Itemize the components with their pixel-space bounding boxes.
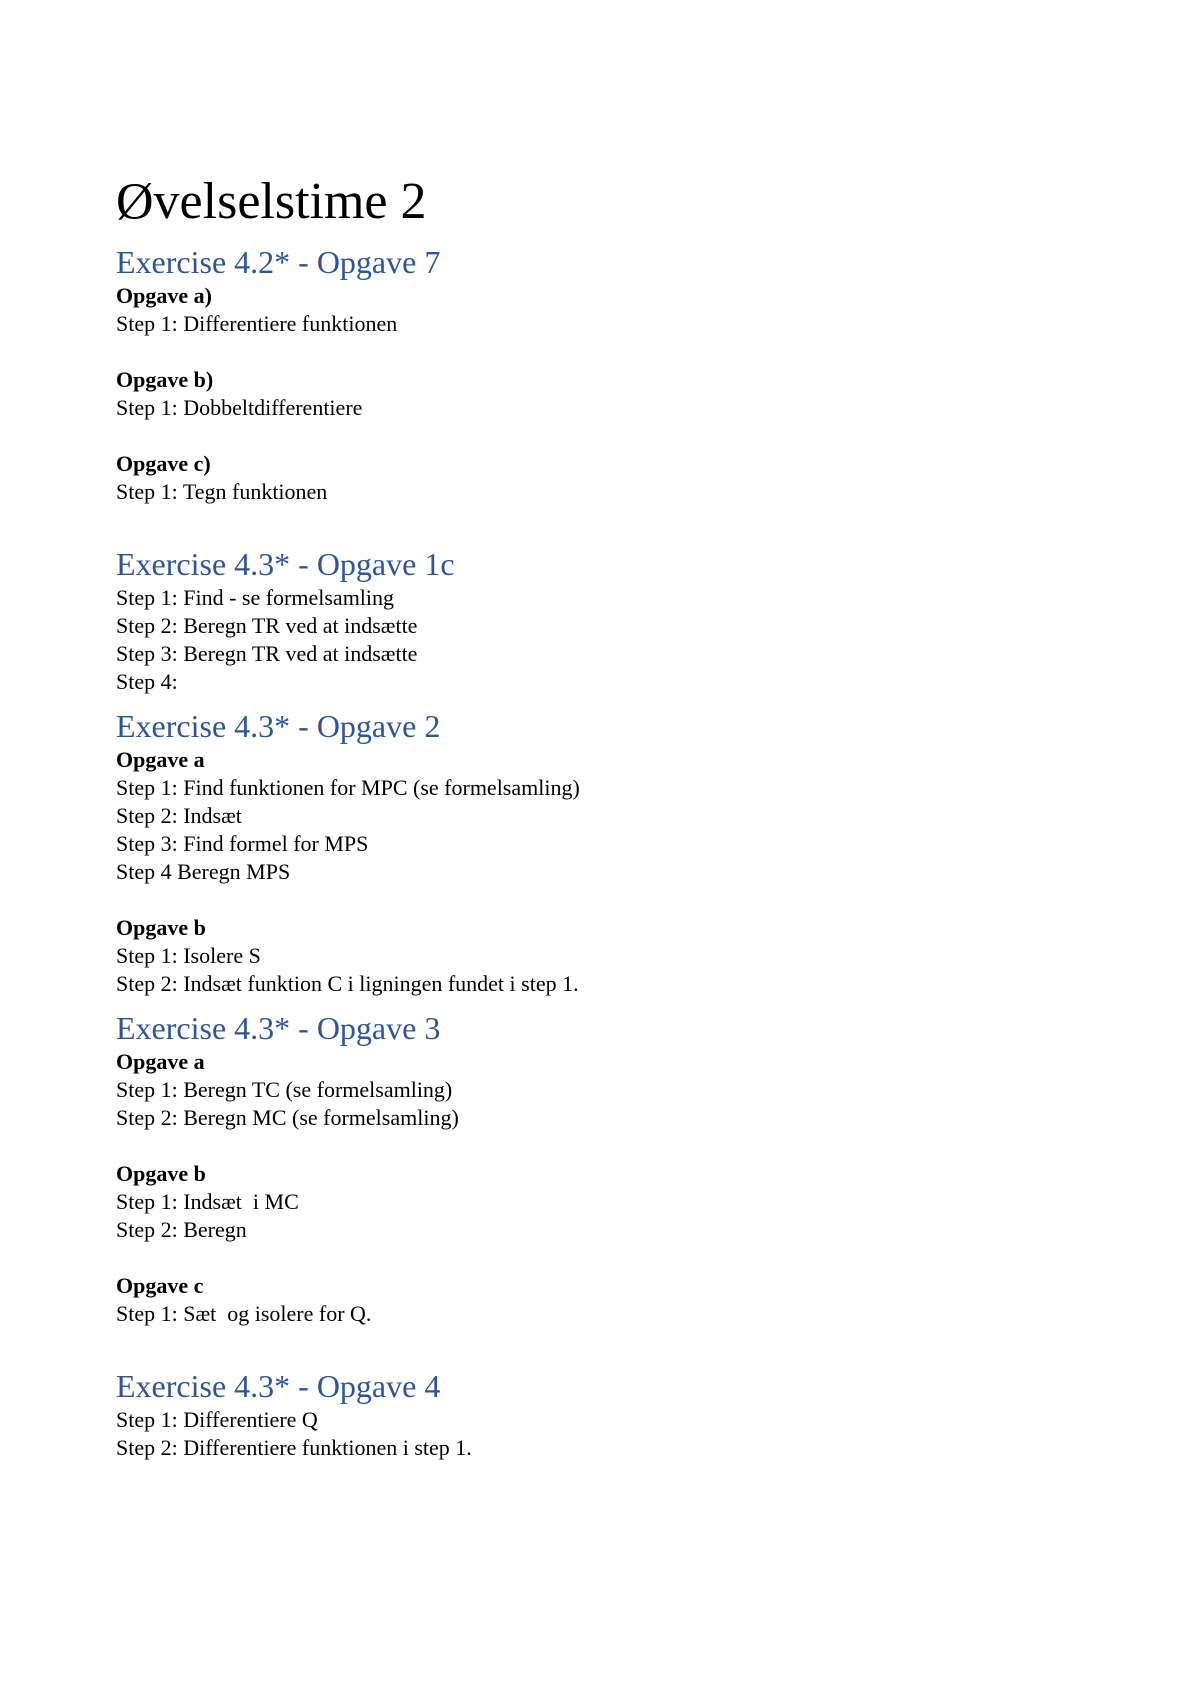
subtask-label: Opgave a xyxy=(116,1049,205,1074)
subtask-label: Opgave a) xyxy=(116,283,212,308)
step-line: Step 1: Differentiere funktionen xyxy=(116,311,398,336)
section-heading: Exercise 4.3* - Opgave 4 xyxy=(116,1368,441,1404)
subtask-label: Opgave b xyxy=(116,1161,206,1186)
step-line: Step 1: Find - se formelsamling xyxy=(116,585,395,610)
document-page xyxy=(116,172,1116,1462)
step-line: Step 4: xyxy=(116,669,178,694)
section-heading: Exercise 4.3* - Opgave 3 xyxy=(116,1010,441,1046)
section-heading: Exercise 4.3* - Opgave 1c xyxy=(116,546,455,582)
subtask-label: Opgave c xyxy=(116,1273,204,1298)
step-line: Step 1: Beregn TC (se formelsamling) xyxy=(116,1077,453,1102)
section-exercise-4-3-opgave-2 xyxy=(116,706,1116,998)
step-line: Step 2: Differentiere funktionen i step 1. xyxy=(116,1435,472,1460)
section-heading: Exercise 4.2* - Opgave 7 xyxy=(116,244,441,280)
section-exercise-4-3-opgave-4 xyxy=(116,1366,1116,1462)
step-line: Step 1: Indsæt i MC xyxy=(116,1189,299,1214)
section-exercise-4-3-opgave-3 xyxy=(116,1008,1116,1328)
step-line: Step 3: Find formel for MPS xyxy=(116,831,369,856)
step-line: Step 1: Find funktionen for MPC (se formelsamling) xyxy=(116,775,580,800)
step-line: Step 1: Sæt og isolere for Q. xyxy=(116,1301,372,1326)
step-line: Step 3: Beregn TR ved at indsætte xyxy=(116,641,418,666)
step-line: Step 2: Beregn xyxy=(116,1217,247,1242)
subtask-label: Opgave a xyxy=(116,747,205,772)
section-exercise-4-2-opgave-7 xyxy=(116,242,1116,506)
step-line: Step 2: Indsæt funktion C i ligningen fundet i step 1. xyxy=(116,971,579,996)
section-exercise-4-3-opgave-1c xyxy=(116,544,1116,696)
step-line: Step 1: Tegn funktionen xyxy=(116,479,328,504)
subtask-label: Opgave c) xyxy=(116,451,211,476)
step-line: Step 2: Indsæt xyxy=(116,803,242,828)
step-line: Step 2: Beregn TR ved at indsætte xyxy=(116,613,418,638)
document-title: Øvelselstime 2 xyxy=(116,173,427,230)
step-line: Step 1: Dobbeltdifferentiere xyxy=(116,395,363,420)
step-line: Step 2: Beregn MC (se formelsamling) xyxy=(116,1105,459,1130)
subtask-label: Opgave b xyxy=(116,915,206,940)
section-heading: Exercise 4.3* - Opgave 2 xyxy=(116,708,441,744)
step-line: Step 1: Isolere S xyxy=(116,943,261,968)
subtask-label: Opgave b) xyxy=(116,367,214,392)
step-line: Step 1: Differentiere Q xyxy=(116,1407,318,1432)
step-line: Step 4 Beregn MPS xyxy=(116,859,291,884)
